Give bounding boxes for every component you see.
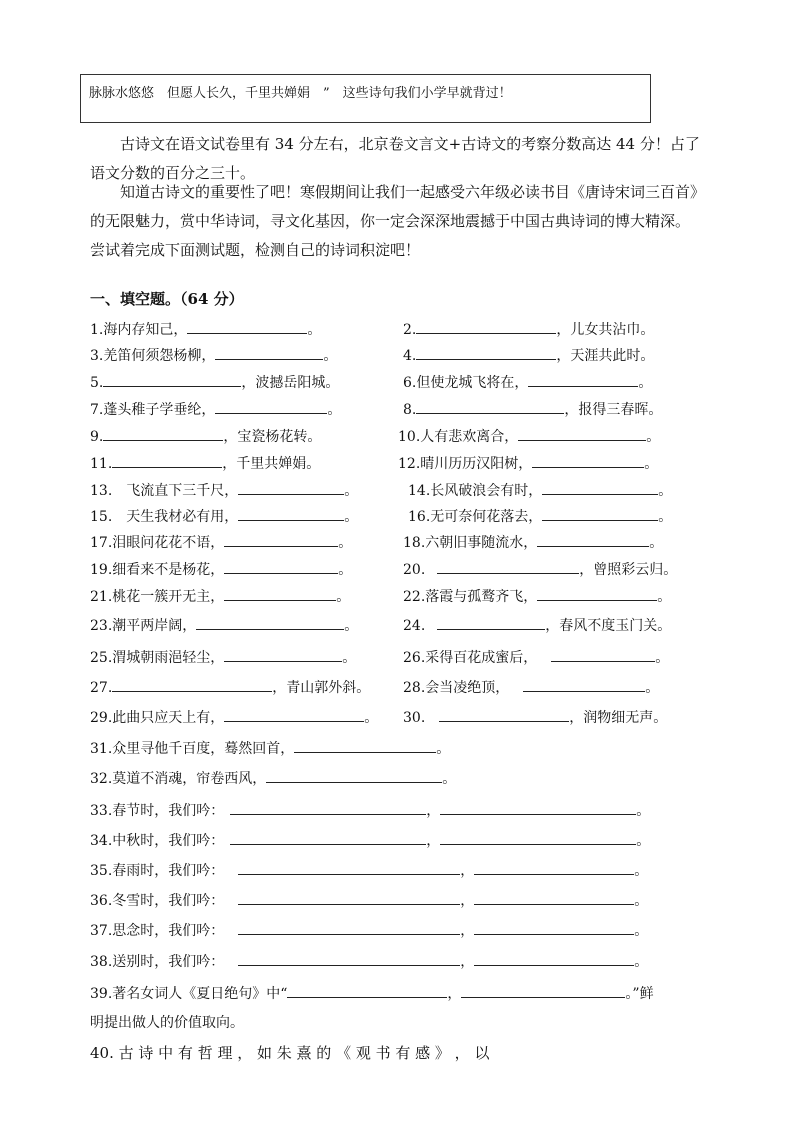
question-5: 5. ，波撼岳阳城。	[90, 371, 339, 393]
answer-blank[interactable]	[474, 859, 634, 875]
answer-blank[interactable]	[215, 344, 323, 360]
answer-blank[interactable]	[518, 425, 646, 441]
question-20: 20. ，曾照彩云归。	[403, 558, 677, 580]
question-2: 2. ，儿女共沾巾。	[403, 318, 654, 340]
question-12: 12.晴川历历汉阳树， 。	[398, 452, 658, 474]
question-38: 38.送别时，我们吟： ， 。	[90, 950, 648, 972]
question-13: 13. 飞流直下三千尺， 。	[90, 479, 358, 501]
answer-blank[interactable]	[437, 558, 579, 574]
answer-blank[interactable]	[532, 452, 644, 468]
answer-blank[interactable]	[416, 398, 564, 414]
question-34: 34.中秋时，我们吟： ， 。	[90, 829, 650, 851]
answer-blank[interactable]	[294, 737, 436, 753]
answer-blank[interactable]	[474, 919, 634, 935]
answer-blank[interactable]	[439, 706, 569, 722]
answer-blank[interactable]	[266, 767, 442, 783]
question-36: 36.冬雪时，我们吟： ， 。	[90, 889, 648, 911]
answer-blank[interactable]	[224, 531, 338, 547]
question-23: 23.潮平两岸阔， 。	[90, 614, 358, 636]
answer-blank[interactable]	[542, 479, 658, 495]
question-17: 17.泪眼问花花不语， 。	[90, 531, 352, 553]
question-35: 35.春雨时，我们吟： ， 。	[90, 859, 648, 881]
answer-blank[interactable]	[523, 676, 645, 692]
answer-blank[interactable]	[112, 676, 272, 692]
answer-blank[interactable]	[196, 614, 344, 630]
answer-blank[interactable]	[238, 859, 460, 875]
question-3: 3.羌笛何须怨杨柳， 。	[90, 344, 337, 366]
answer-blank[interactable]	[215, 398, 327, 414]
answer-blank[interactable]	[551, 646, 655, 662]
answer-blank[interactable]	[416, 344, 556, 360]
answer-blank[interactable]	[103, 371, 241, 387]
question-26: 26.采得百花成蜜后， 。	[403, 646, 669, 668]
question-4: 4. ，天涯共此时。	[403, 344, 654, 366]
question-18: 18.六朝旧事随流水， 。	[403, 531, 663, 553]
answer-blank[interactable]	[287, 982, 447, 998]
intro-box-text: 脉脉水悠悠 但愿人长久，千里共婵娟 ” 这些诗句我们小学早就背过！	[89, 86, 512, 101]
question-10: 10.人有悲欢离合， 。	[398, 425, 660, 447]
question-32: 32.莫道不消魂，帘卷西风， 。	[90, 767, 456, 789]
answer-blank[interactable]	[187, 318, 307, 334]
question-11: 11. ，千里共婵娟。	[90, 452, 320, 474]
answer-blank[interactable]	[224, 646, 342, 662]
question-28: 28.会当凌绝顶， 。	[403, 676, 659, 698]
question-1: 1.海内存知己， 。	[90, 318, 321, 340]
answer-blank[interactable]	[537, 585, 657, 601]
answer-blank[interactable]	[474, 950, 634, 966]
question-24: 24. ，春风不度玉门关。	[403, 614, 671, 636]
answer-blank[interactable]	[238, 505, 344, 521]
question-40: 40. 古 诗 中 有 哲 理 ， 如 朱 熹 的 《 观 书 有 感 》 ， 以	[90, 1044, 490, 1062]
intro-paragraph-1: 古诗文在语文试卷里有 34 分左右，北京卷文言文+古诗文的考察分数高达 44 分！占了语文分数的百分之三十。	[90, 135, 700, 182]
question-22: 22.落霞与孤鹜齐飞， 。	[403, 585, 671, 607]
question-9: 9. ，宝瓷杨花转。	[90, 425, 321, 447]
question-6: 6.但使龙城飞将在， 。	[403, 371, 652, 393]
answer-blank[interactable]	[230, 799, 426, 815]
question-39-continued: 明提出做人的价值取向。	[90, 1015, 244, 1031]
answer-blank[interactable]	[440, 829, 636, 845]
question-25: 25.渭城朝雨浥轻尘， 。	[90, 646, 356, 668]
answer-blank[interactable]	[474, 889, 634, 905]
answer-blank[interactable]	[112, 452, 222, 468]
answer-blank[interactable]	[416, 318, 556, 334]
intro-box	[80, 74, 651, 123]
answer-blank[interactable]	[238, 889, 460, 905]
answer-blank[interactable]	[238, 950, 460, 966]
answer-blank[interactable]	[238, 479, 344, 495]
answer-blank[interactable]	[542, 505, 658, 521]
answer-blank[interactable]	[103, 425, 223, 441]
answer-blank[interactable]	[437, 614, 545, 630]
answer-blank[interactable]	[224, 558, 338, 574]
question-8: 8. ，报得三春晖。	[403, 398, 662, 420]
answer-blank[interactable]	[238, 919, 460, 935]
question-30: 30. ，润物细无声。	[403, 706, 667, 728]
question-21: 21.桃花一簇开无主， 。	[90, 585, 350, 607]
question-31: 31.众里寻他千百度，蓦然回首， 。	[90, 737, 450, 759]
question-19: 19.细看来不是杨花， 。	[90, 558, 352, 580]
question-27: 27. ，青山郭外斜。	[90, 676, 370, 698]
question-15: 15. 天生我材必有用， 。	[90, 505, 358, 527]
answer-blank[interactable]	[230, 829, 426, 845]
answer-blank[interactable]	[440, 799, 636, 815]
answer-blank[interactable]	[224, 585, 336, 601]
question-33: 33.春节时，我们吟： ， 。	[90, 799, 650, 821]
answer-blank[interactable]	[461, 982, 625, 998]
question-29: 29.此曲只应天上有， 。	[90, 706, 378, 728]
intro-paragraph-2: 知道古诗文的重要性了吧！寒假期间让我们一起感受六年级必读书目《唐诗宋词三百首》的无限魅力，赏中华诗词，寻文化基因，你一定会深深地震撼于中国古典诗词的博大精深。尝试着完成下面测试题，检测自己的诗词积淀吧！	[90, 183, 698, 259]
answer-blank[interactable]	[537, 531, 649, 547]
question-37: 37.思念时，我们吟： ， 。	[90, 919, 648, 941]
question-16: 16.无可奈何花落去， 。	[408, 505, 672, 527]
question-7: 7.蓬头稚子学垂纶， 。	[90, 398, 341, 420]
answer-blank[interactable]	[528, 371, 638, 387]
section-title: 一、填空题。（64 分）	[90, 290, 244, 308]
answer-blank[interactable]	[224, 706, 364, 722]
question-39: 39.著名女词人《夏日绝句》中“ ， 。”鲜	[90, 982, 654, 1004]
question-14: 14.长风破浪会有时， 。	[408, 479, 672, 501]
